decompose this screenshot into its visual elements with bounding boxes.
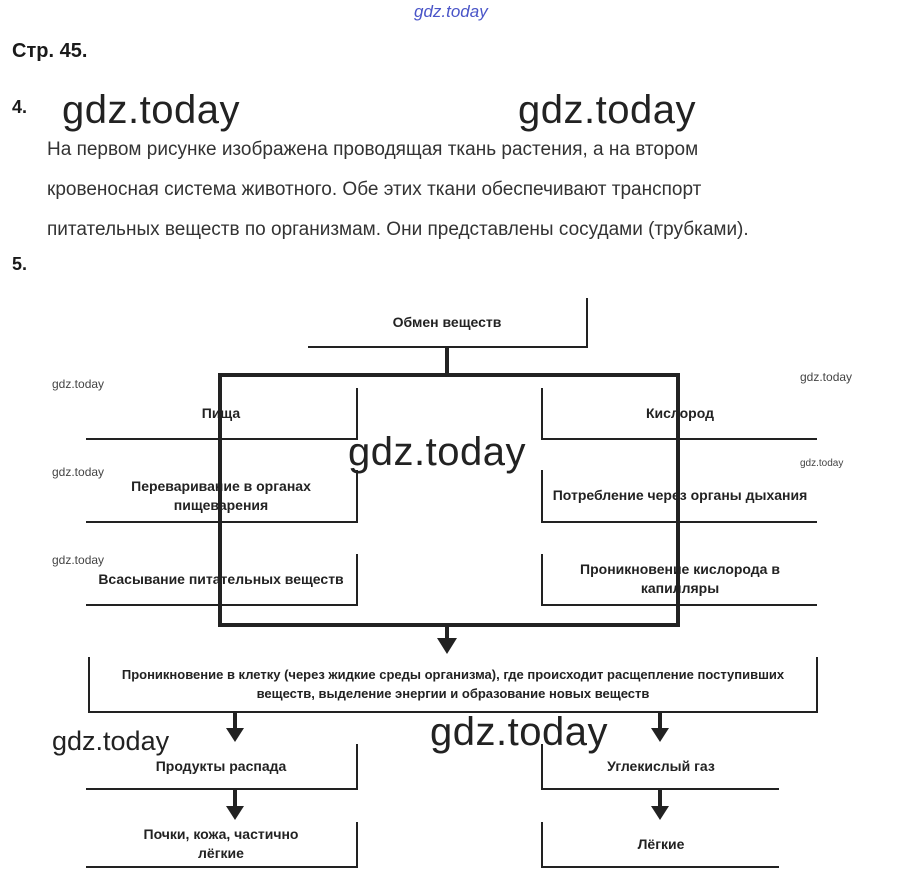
watermark: gdz.today [800,458,844,469]
node-absorption: Всасывание питательных веществ [86,554,358,606]
watermark: gdz.today [52,465,105,479]
watermark: gdz.today [800,370,853,384]
arrow-down-icon [651,806,669,820]
watermark: gdz.today [348,430,526,474]
watermark: gdz.today [430,710,608,754]
answer-line: питательных веществ по организмам. Они представлены сосудами (трубками). [47,219,749,240]
node-lungs: Лёгкие [541,822,779,868]
arrow-down-icon [226,806,244,820]
watermark: gdz.today [52,726,170,756]
question-4-number: 4. [12,97,28,117]
answer-line: кровеносная система животного. Обе этих ткани обеспечивают транспорт [47,179,702,200]
node-digestion: Переваривание в органах пищеварения [86,470,358,523]
answer-line: На первом рисунке изображена проводящая ткань растения, а на втором [47,139,699,160]
question-5-number: 5. [12,254,28,274]
watermark: gdz.today [518,88,696,132]
node-metabolism: Обмен веществ [308,298,588,348]
node-decay-products: Продукты распада [86,744,358,790]
watermark: gdz.today [52,553,105,567]
node-respiration: Потребление через органы дыхания [541,470,817,523]
watermark-top: gdz.today [414,2,488,21]
arrow-down-icon [651,728,669,742]
node-food: Пища [86,388,358,440]
arrow-down-icon [226,728,244,742]
node-kidneys: Почки, кожа, частично лёгкие [86,822,358,868]
watermark: gdz.today [62,88,240,132]
arrow-down-icon [437,638,457,654]
watermark: gdz.today [52,377,105,391]
page-number: Стр. 45. [12,40,88,62]
node-oxygen: Кислород [541,388,817,440]
node-cell: Проникновение в клетку (через жидкие среды организма), где происходит расщепление поступивших веществ, выделение энергии и образование новых веществ [88,657,818,713]
node-co2: Углекислый газ [541,744,779,790]
node-capillaries: Проникновение кислорода в капилляры [541,554,817,606]
